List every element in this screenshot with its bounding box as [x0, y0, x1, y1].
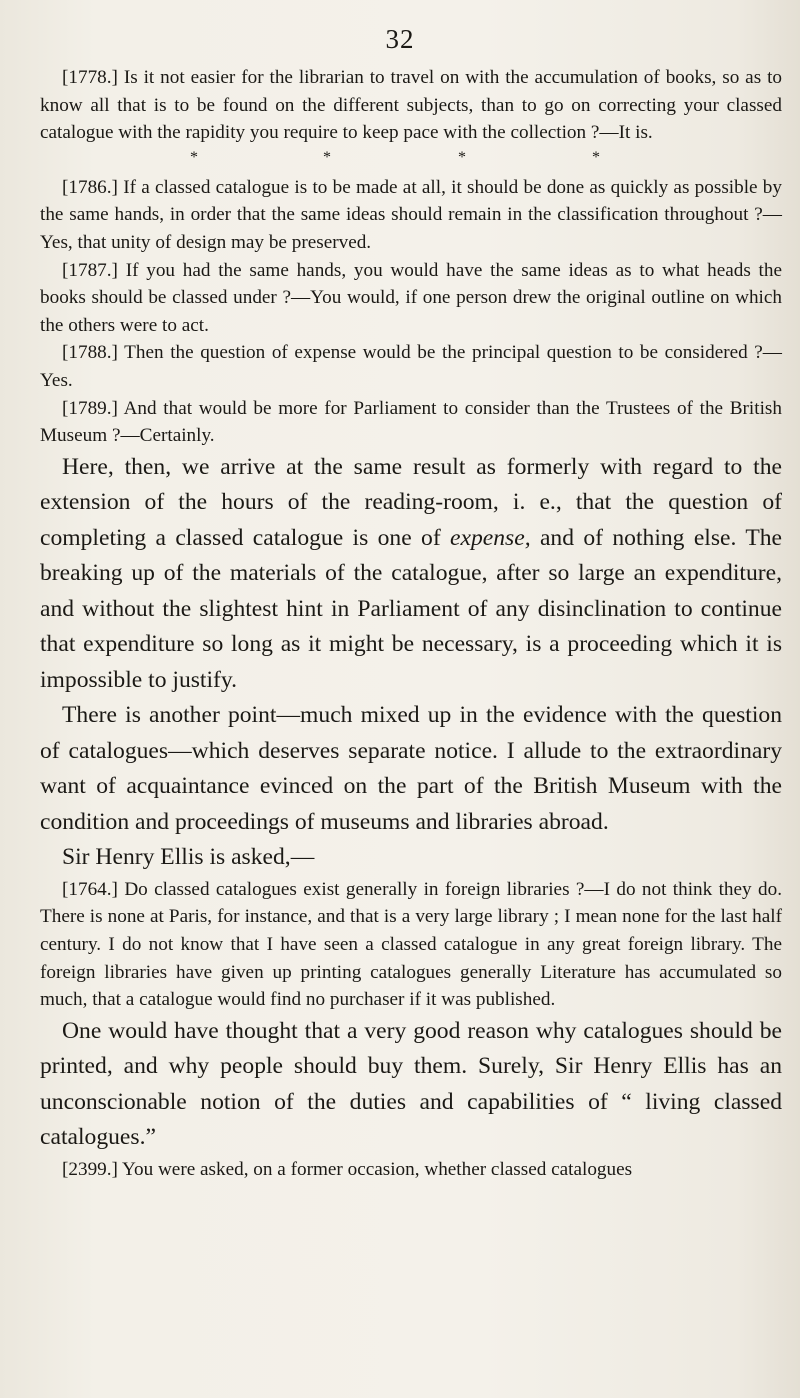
- question-1788: [1788.] Then the question of expense would be the principal question to be considered ?—Yes.: [40, 342, 782, 391]
- separator-star: *: [458, 148, 466, 166]
- question-1789: [1789.] And that would be more for Parliament to consider than the Trustees of the British Museum ?—Certainly.: [40, 397, 782, 447]
- emphasis-expense: expense,: [450, 524, 531, 551]
- commentary-paragraph-expense: [40, 450, 782, 699]
- question-1778: [1778.] Is it not easier for the librarian to travel on with the accumulation of books, so as to know all that is to be found on the different subjects, than to go on correcting your classed catalogue with the rapidity you require to keep pace with the collection ?—It is.: [40, 67, 782, 144]
- section-separator: [40, 147, 782, 174]
- question-2399: [2399.] You were asked, on a former occasion, whether classed catalogues: [62, 1158, 633, 1180]
- question-1787: [1787.] If you had the same hands, you would have the same ideas as to what heads the books should be classed under ?—You would, if one person drew the original outline on which the others were to act.: [40, 259, 782, 336]
- question-1786: [1786.] If a classed catalogue is to be made at all, it should be done as quickly as possible by the same hands, in order that the same ideas should remain in the classification throughout ?—Yes, that unity of design may be preserved.: [40, 176, 782, 253]
- question-1764: [1764.] Do classed catalogues exist generally in foreign libraries ?—I do not think they do. There is none at Paris, for instance, and that is a very large library ; I mean none for the last half century. I do not know that I have seen a classed catalogue in any great foreign library. The foreign libraries have given up printing catalogues generally Literature has accumulated so much, that a catalogue would find no purchaser if it was published.: [40, 878, 782, 1011]
- commentary-paragraph-museums: There is another point—much mixed up in the evidence with the question of catalogues—which deserves separate notice. I allude to the extraordinary want of acquaintance evinced on the part of the British Museum with the condition and proceedings of museums and libraries abroad.: [40, 702, 782, 835]
- commentary-text: Here, then, we arrive at the same result as formerly with regard to the extension of the hours of the reading-room, i. e., that the question of completing a classed catalogue is one of: [40, 453, 782, 551]
- commentary-text: and of nothing else. The breaking up of the materials of the catalogue, after so large an expenditure, and without the slightest hint in Parliament of any disinclination to continue that expenditure so long as it might be necessary, is a proceeding which it is impossible to justify.: [40, 524, 783, 693]
- separator-star: *: [190, 148, 198, 166]
- commentary-ellis-asked: Sir Henry Ellis is asked,—: [62, 844, 315, 871]
- commentary-paragraph-catalogues: One would have thought that a very good reason why catalogues should be printed, and why people should buy them. Surely, Sir Henry Ellis has an unconscionable notion of the duties and capabilities of “ living classed catalogues.”: [40, 1017, 782, 1151]
- separator-star: *: [323, 148, 331, 166]
- separator-star: *: [592, 148, 600, 166]
- page-content: [40, 64, 782, 1183]
- page-number: 32: [385, 24, 415, 54]
